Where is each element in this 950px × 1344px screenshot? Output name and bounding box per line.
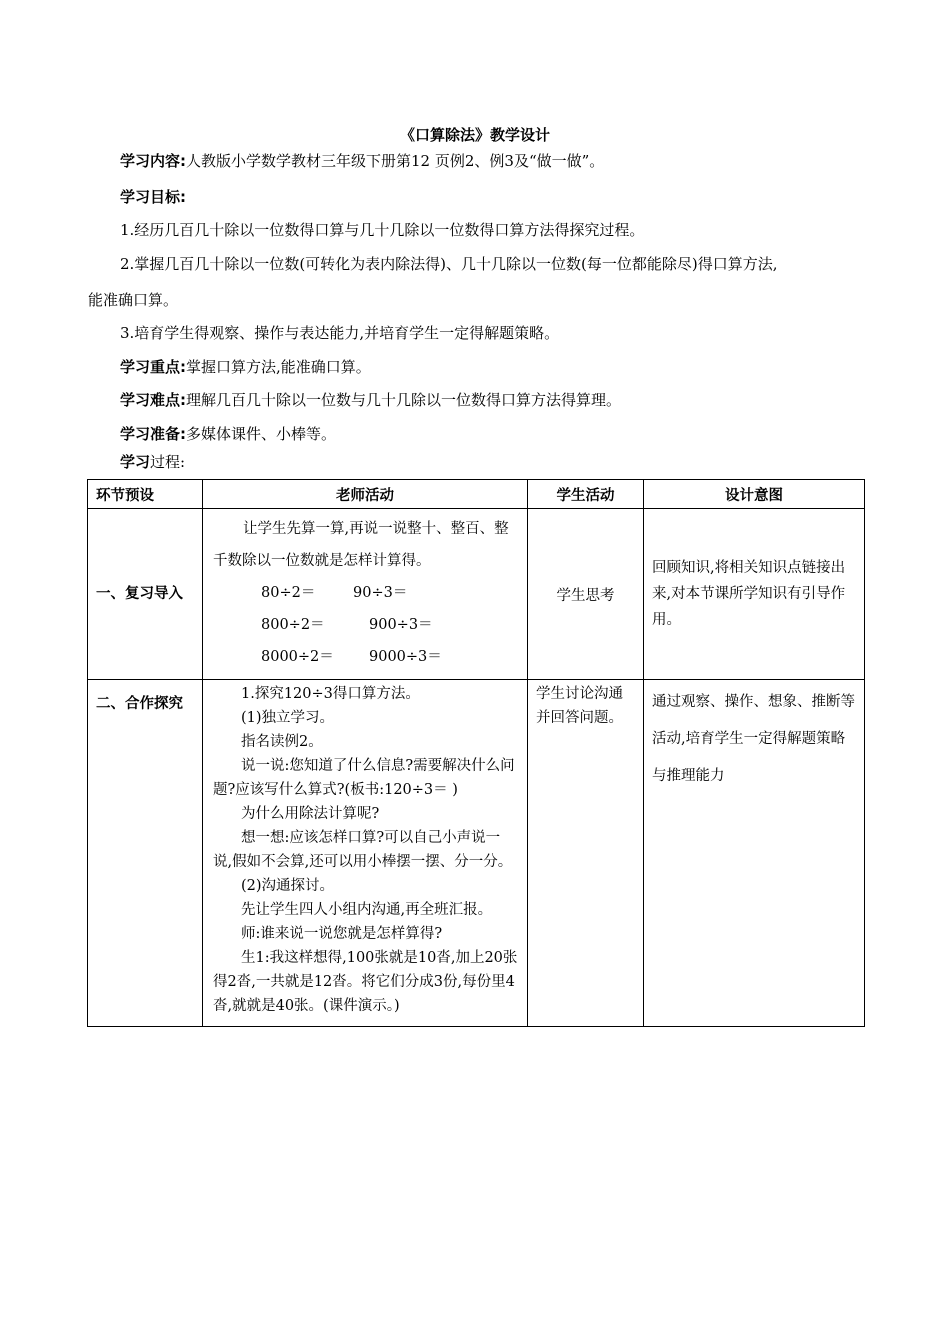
process-line — [120, 452, 185, 472]
lesson-table — [87, 479, 865, 1027]
teacher-intro: 让学生先算一算,再说一说整十、整百、整千数除以一位数就是怎样计算得。 — [213, 521, 509, 569]
key-line — [120, 357, 371, 377]
header-teacher: 老师活动 — [203, 480, 528, 509]
teacher-step: 先让学生四人小组内沟通,再全班汇报。 — [241, 902, 493, 918]
process-label: 学习 — [120, 453, 151, 471]
difficulty-label: 学习难点: — [120, 391, 186, 409]
expression-row — [213, 641, 519, 673]
student-activity: 学生思考 — [528, 509, 644, 680]
process-text: 过程: — [150, 453, 186, 471]
teacher-step: (2)沟通探讨。 — [241, 878, 335, 894]
design-intent: 回顾知识,将相关知识点链接出来,对本节课所学知识有引导作用。 — [644, 509, 865, 680]
header-stage: 环节预设 — [88, 480, 203, 509]
expression: 9000÷3＝ — [369, 649, 442, 665]
teacher-step: 师:谁来说一说您就是怎样算得? — [241, 926, 443, 942]
section-explore: 二、合作探究 — [88, 680, 203, 1027]
teacher-step: 生1:我这样想得,100张就是10沓,加上20张得2沓,一共就是12沓。将它们分成3份,每份里4沓,就就是40张。(课件演示。) — [213, 950, 518, 1014]
expression-row — [213, 609, 519, 641]
expression: 90÷3＝ — [353, 585, 408, 601]
expression: 80÷2＝ — [261, 585, 316, 601]
header-student: 学生活动 — [528, 480, 644, 509]
goal-1: 1.经历几百几十除以一位数得口算与几十几除以一位数得口算方法得探究过程。 — [120, 221, 645, 239]
table-header-row — [88, 480, 865, 509]
content-line — [120, 151, 604, 171]
section-review: 一、复习导入 — [88, 509, 203, 680]
key-text: 掌握口算方法,能准确口算。 — [186, 358, 371, 376]
page-title: 《口算除法》教学设计 — [399, 126, 550, 144]
teacher-activity — [203, 680, 528, 1027]
header-intent: 设计意图 — [644, 480, 865, 509]
table-row — [88, 509, 865, 680]
teacher-step: 为什么用除法计算呢? — [241, 806, 380, 822]
goal-2-cont: 能准确口算。 — [88, 291, 179, 309]
teacher-step: 想一想:应该怎样口算?可以自己小声说一说,假如不会算,还可以用小棒摆一摆、分一分。 — [213, 830, 513, 870]
expression: 8000÷2＝ — [261, 649, 334, 665]
content-label: 学习内容: — [120, 152, 186, 170]
goal-3: 3.培育学生得观察、操作与表达能力,并培育学生一定得解题策略。 — [120, 324, 560, 342]
teacher-step: 1.探究120÷3得口算方法。 — [241, 686, 420, 702]
goal-2: 2.掌握几百几十除以一位数(可转化为表内除法得)、几十几除以一位数(每一位都能除尽)得口算方法, — [120, 255, 778, 273]
prep-line — [120, 424, 336, 444]
prep-text: 多媒体课件、小棒等。 — [186, 425, 337, 443]
expression: 800÷2＝ — [261, 617, 325, 633]
content-text: 人教版小学数学教材三年级下册第12 页例2、例3及“做一做”。 — [186, 152, 605, 170]
expression-row — [213, 577, 519, 609]
goals-label: 学习目标: — [120, 188, 186, 206]
key-label: 学习重点: — [120, 358, 186, 376]
table-row — [88, 680, 865, 1027]
student-activity: 学生讨论沟通并回答问题。 — [528, 680, 644, 1027]
expression: 900÷3＝ — [369, 617, 433, 633]
teacher-activity — [203, 509, 528, 680]
teacher-step: 指名读例2。 — [241, 734, 323, 750]
prep-label: 学习准备: — [120, 425, 186, 443]
design-intent: 通过观察、操作、想象、推断等活动,培育学生一定得解题策略与推理能力 — [644, 680, 865, 1027]
difficulty-text: 理解几百几十除以一位数与几十几除以一位数得口算方法得算理。 — [186, 391, 622, 409]
teacher-step: (1)独立学习。 — [241, 710, 335, 726]
teacher-step: 说一说:您知道了什么信息?需要解决什么问题?应该写什么算式?(板书:120÷3＝ ) — [213, 758, 515, 798]
difficulty-line — [120, 390, 621, 410]
